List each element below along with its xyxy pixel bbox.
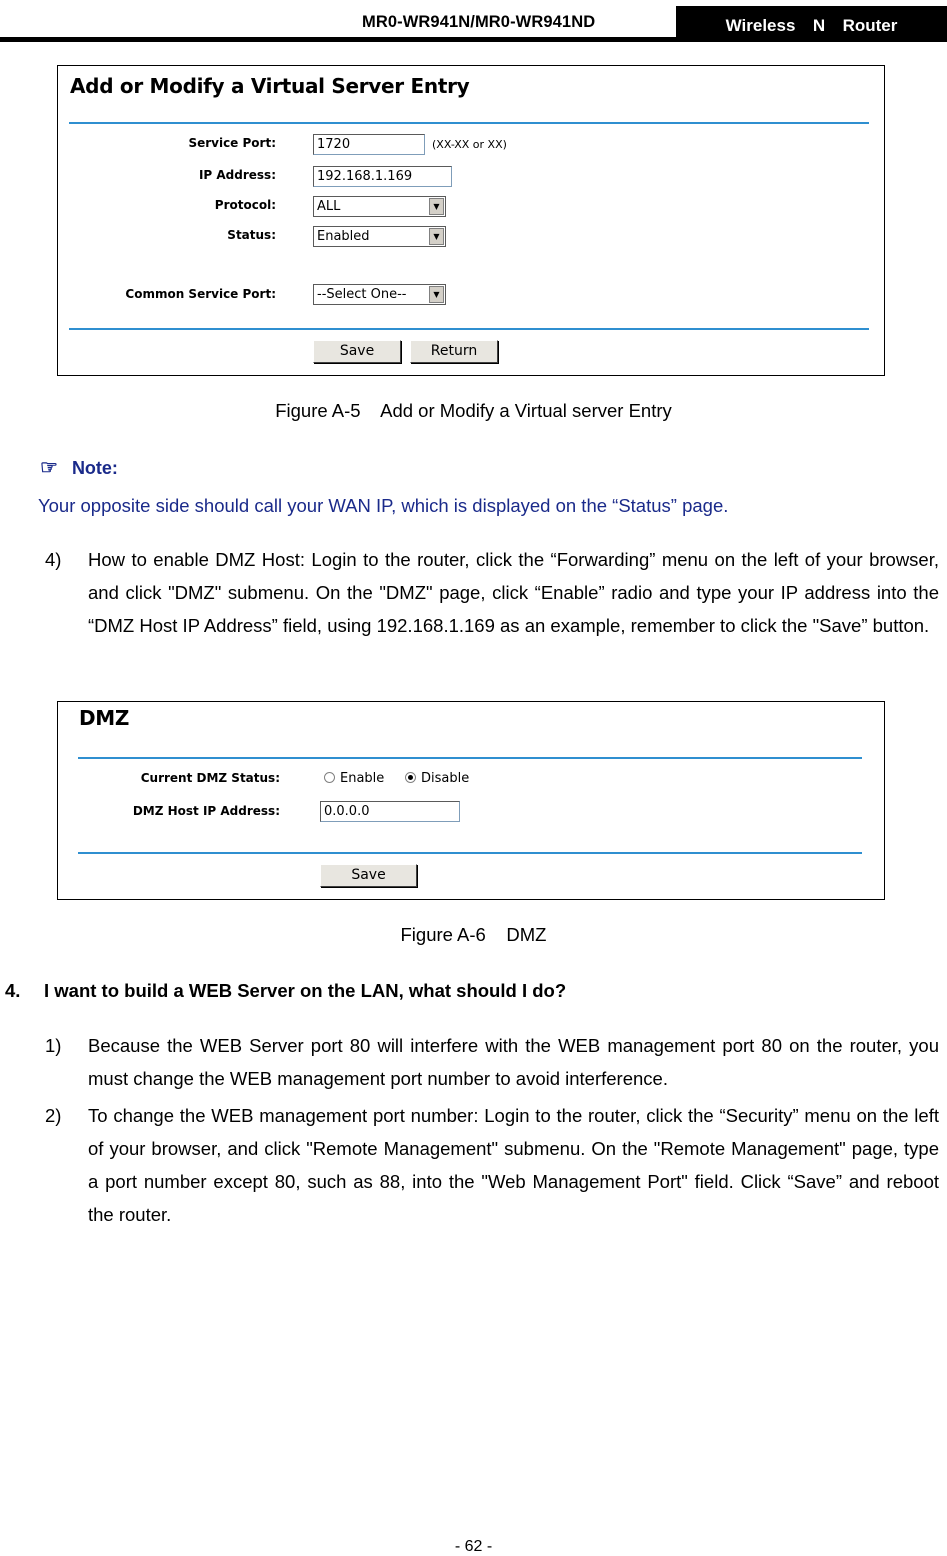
status-select[interactable] [313, 226, 446, 247]
service-port-input[interactable]: 1720 [313, 134, 425, 155]
header-rule [0, 37, 947, 42]
answer-1-number: 1) [45, 1035, 62, 1056]
figure-a6-caption: Figure A-6 DMZ [400, 924, 547, 945]
common-service-port-selected-value: --Select One-- [317, 287, 407, 302]
step-number: 4) [45, 549, 62, 570]
question-text: I want to build a WEB Server on the LAN, what should I do? [44, 980, 567, 1001]
return-button[interactable]: Return [410, 340, 498, 363]
dmz-title: DMZ [79, 706, 130, 730]
disable-label: Disable [421, 771, 470, 786]
radio-checked-icon [405, 772, 416, 783]
protocol-label: Protocol: [214, 198, 276, 212]
note-heading [40, 455, 118, 480]
step-4-paragraph: How to enable DMZ Host: Login to the router, click the “Forwarding” menu on the left of your browser, and click "DMZ" submenu. On the "DMZ" page, click “Enable” radio and type your IP address into the “DMZ Host IP Address” field, using 192.168.1.169 as an example, remember to click the "Save” button. [88, 549, 939, 636]
answer-2-paragraph: To change the WEB management port number: Login to the router, click the “Security” menu on the left of your browser, and click "Remote Management" submenu. On the "Remote Management" page, type a port number except 80, such as 88, into the "Web Management Port" field. Click “Save” and reboot the router. [88, 1105, 939, 1225]
enable-label: Enable [340, 771, 385, 786]
save-button[interactable]: Save [313, 340, 401, 363]
page-number: - 62 - [454, 1538, 493, 1555]
dropdown-arrow-icon[interactable]: ▼ [429, 198, 444, 215]
answer-1-paragraph: Because the WEB Server port 80 will interfere with the WEB management port 80 on the router, you must change the WEB management port number to avoid interference. [88, 1035, 939, 1089]
protocol-selected-value: ALL [317, 199, 341, 214]
protocol-select[interactable] [313, 196, 446, 217]
dmz-status-label: Current DMZ Status: [140, 771, 280, 785]
dmz-disable-radio[interactable] [405, 771, 469, 786]
form-divider [78, 852, 862, 854]
radio-unchecked-icon [324, 772, 335, 783]
virtual-server-title: Add or Modify a Virtual Server Entry [70, 74, 470, 98]
save-button[interactable]: Save [320, 864, 417, 887]
dmz-host-ip-input[interactable]: 0.0.0.0 [320, 801, 460, 822]
common-service-port-select[interactable] [313, 284, 446, 305]
ip-address-input[interactable]: 192.168.1.169 [313, 166, 452, 187]
title-divider [78, 757, 862, 759]
dropdown-arrow-icon[interactable]: ▼ [429, 228, 444, 245]
status-label: Status: [227, 228, 276, 242]
form-divider [69, 328, 869, 330]
dmz-screenshot [57, 701, 885, 900]
status-selected-value: Enabled [317, 229, 370, 244]
figure-a5-caption: Figure A-5 Add or Modify a Virtual server Entry [275, 400, 672, 421]
virtual-server-entry-screenshot [57, 65, 885, 376]
dropdown-arrow-icon[interactable]: ▼ [429, 286, 444, 303]
title-divider [69, 122, 869, 124]
service-port-hint: (XX-XX or XX) [432, 138, 507, 151]
dmz-enable-radio[interactable] [324, 771, 384, 786]
common-service-port-label: Common Service Port: [125, 287, 276, 301]
pointing-hand-icon: ☞ [40, 457, 58, 479]
note-heading-text: Note: [71, 458, 118, 478]
manual-model-header: MR0-WR941N/MR0-WR941ND [362, 13, 596, 31]
dmz-host-ip-label: DMZ Host IP Address: [132, 804, 280, 818]
ip-address-label: IP Address: [198, 168, 276, 182]
note-text: Your opposite side should call your WAN IP, which is displayed on the “Status” page. [38, 495, 729, 516]
question-number: 4. [5, 980, 21, 1001]
answer-2-number: 2) [45, 1105, 62, 1126]
product-name-tab: Wireless N Router [676, 6, 947, 42]
service-port-label: Service Port: [188, 136, 276, 150]
